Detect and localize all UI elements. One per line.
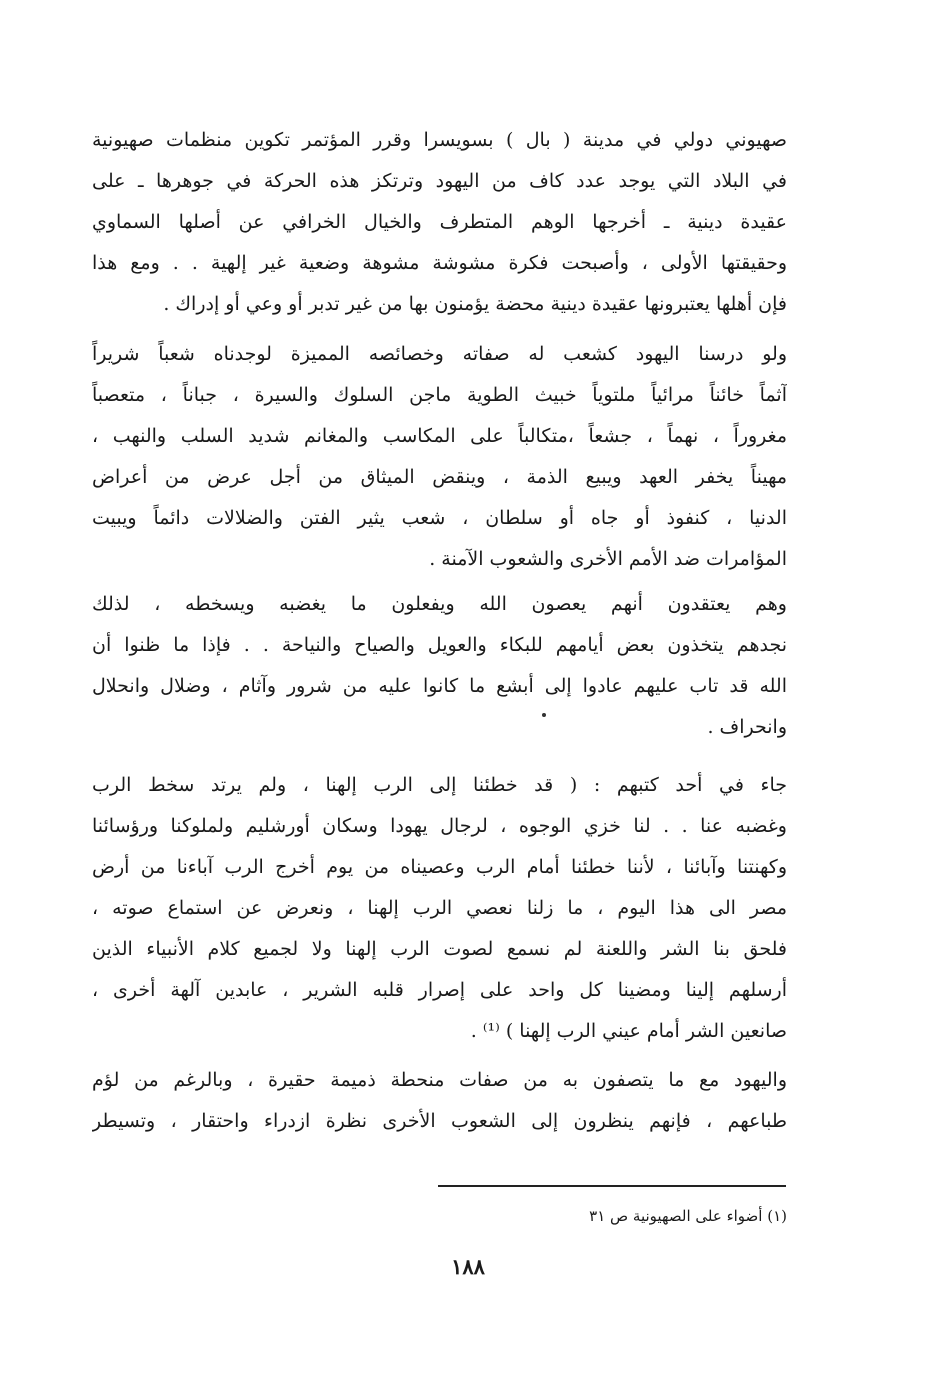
- text-line: وهم يعتقدون أنهم يعصون الله ويفعلون ما يغضبه ويسخطه ، لذلك: [92, 593, 787, 615]
- paragraph-5: [92, 1060, 787, 1142]
- paragraph-3: [92, 584, 787, 748]
- text-line: أرسلهم إلينا ومضينا كل واحد على إصرار قلبه الشرير ، عابدين آلهة أخرى ،: [92, 979, 787, 1001]
- text-line: وحقيقتها الأولى ، وأصبحت فكرة مشوشة مشوهة وضعية غير إلهية . . ومع هذا: [92, 252, 787, 274]
- text-line: وغضبه عنا . . لنا خزي الوجوه ، لرجال يهودا وسكان أورشليم ولملوكنا ورؤسائنا: [92, 815, 787, 837]
- text-line: عقيدة دينية ـ أخرجها الوهم المتطرف والخيال الخرافي عن أصلها السماوي: [92, 211, 787, 233]
- text-line: صانعين الشر أمام عيني الرب إلهنا ) ⁽¹⁾ .: [470, 1020, 787, 1042]
- text-line: طباعهم ، فإنهم ينظرون إلى الشعوب الأخرى نظرة ازدراء واحتقار ، وتسيطر: [92, 1110, 787, 1132]
- text-line: وانحراف .: [707, 716, 787, 738]
- footnote: (١) أضواء على الصهيونية ص ٣١: [589, 1207, 787, 1225]
- text-line: صهيوني دولي في مدينة ( بال ) بسويسرا وقرر المؤتمر تكوين منظمات صهيونية: [92, 129, 787, 151]
- text-line: الله قد تاب عليهم عادوا إلى أبشع ما كانوا عليه من شرور وآثام ، وضلال وانحلال: [92, 675, 787, 697]
- text-line: نجدهم يتخذون بعض أيامهم للبكاء والعويل والصياح والنياحة . . فإذا ما ظنوا أن: [92, 634, 787, 656]
- text-line: في البلاد التي يوجد عدد كاف من اليهود وترتكز هذه الحركة في جوهرها ـ على: [92, 170, 787, 192]
- text-line: واليهود مع ما يتصفون به من صفات منحطة ذميمة حقيرة ، وبالرغم من لؤم: [92, 1069, 787, 1091]
- text-line: مهيناً يخفر العهد ويبيع الذمة ، وينقض الميثاق من أجل عرض من أعراض: [92, 466, 787, 488]
- ink-speck: [542, 713, 546, 717]
- paragraph-4: [92, 765, 787, 1052]
- text-line: آثماً خائناً مرائياً ملتوياً خبيث الطوية ماجن السلوك والسيرة ، جباناً ، متعصباً: [92, 384, 787, 406]
- text-line: وكهنتنا وآبائنا ، لأننا خطئنا أمام الرب وعصيناه من يوم أخرج الرب آباءنا من أرض: [92, 856, 787, 878]
- text-line: ولو درسنا اليهود كشعب له صفاته وخصائصه المميزة لوجدناه شعباً شريراً: [92, 343, 787, 365]
- page-number: ١٨٨: [451, 1254, 485, 1279]
- text-line: فإن أهلها يعتبرونها عقيدة دينية محضة يؤمنون بها من غير تدبر أو وعي أو إدراك .: [163, 293, 787, 315]
- text-line: المؤامرات ضد الأمم الأخرى والشعوب الآمنة .: [429, 548, 787, 570]
- text-line: فلحق بنا الشر واللعنة لم نسمع لصوت الرب إلهنا ولا لجميع كلام الأنبياء الذين: [92, 938, 787, 960]
- text-line: مغروراً ، نهماً ، جشعاً ،متكالباً على المكاسب والمغانم شديد السلب والنهب ،: [92, 425, 787, 447]
- paragraph-2: [92, 334, 787, 580]
- text-line: جاء في أحد كتبهم : ( قد خطئنا إلى الرب إلهنا ، ولم يرتد سخط الرب: [92, 774, 787, 796]
- text-line: الدنيا ، كنفوذ أو جاه أو سلطان ، شعب يثير الفتن والضلالات دائماً ويبيت: [92, 507, 787, 529]
- text-line: مصر الى هذا اليوم ، ما زلنا نعصي الرب إلهنا ، ونعرض عن استماع صوته ،: [92, 897, 787, 919]
- paragraph-1: [92, 120, 787, 325]
- footnote-divider: [438, 1185, 786, 1187]
